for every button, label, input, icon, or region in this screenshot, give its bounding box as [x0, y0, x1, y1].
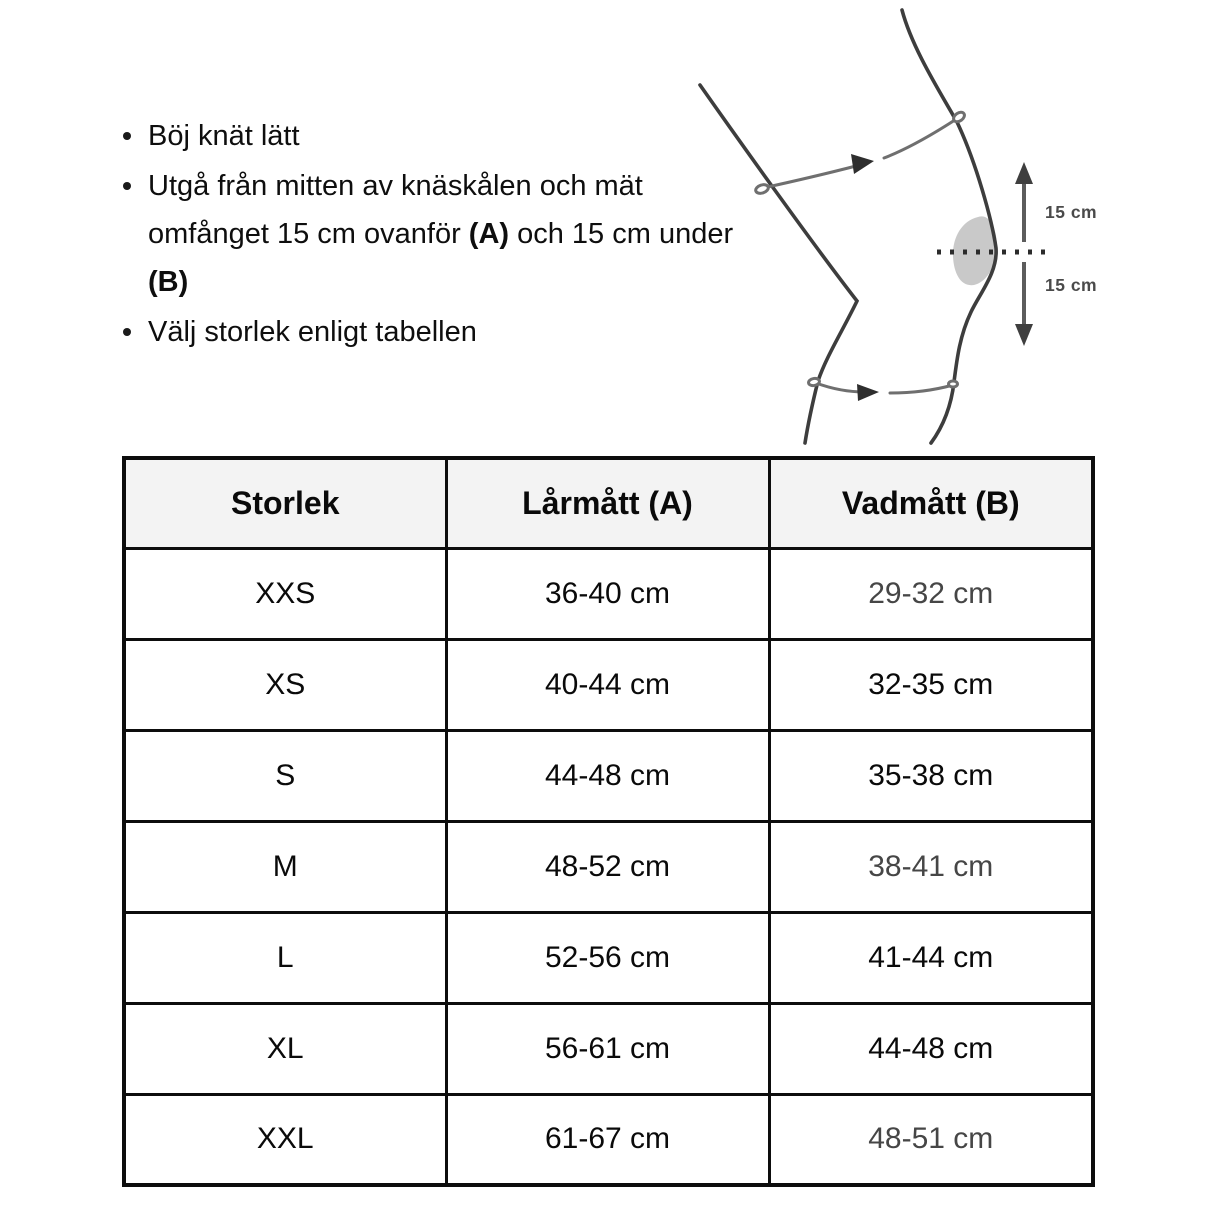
table-row-xs	[124, 639, 1093, 730]
instruction-text: Böj knät lätt	[148, 120, 300, 152]
knee-illustration	[660, 0, 1214, 460]
header-larmatt: Lårmått (A)	[446, 458, 769, 548]
table-row-xl	[124, 1003, 1093, 1094]
size-cell: XS	[124, 639, 446, 730]
calf-cell: 38-41 cm	[769, 821, 1093, 912]
size-cell: S	[124, 730, 446, 821]
thigh-measure-line	[755, 110, 967, 195]
thigh-cell: 36-40 cm	[446, 548, 769, 639]
arrow-down-icon	[1015, 324, 1033, 346]
table-row-xxs	[124, 548, 1093, 639]
label-15cm-above: 15 cm	[1045, 202, 1098, 222]
thigh-cell: 56-61 cm	[446, 1003, 769, 1094]
size-cell: XXL	[124, 1094, 446, 1185]
calf-cell: 48-51 cm	[769, 1094, 1093, 1185]
calf-cell: 35-38 cm	[769, 730, 1093, 821]
size-cell: M	[124, 821, 446, 912]
thigh-cell: 40-44 cm	[446, 639, 769, 730]
instruction-bend-knee	[120, 112, 738, 160]
table-row-m	[124, 821, 1093, 912]
size-cell: L	[124, 912, 446, 1003]
size-cell: XL	[124, 1003, 446, 1094]
thigh-cell: 48-52 cm	[446, 821, 769, 912]
size-table	[122, 456, 1095, 1187]
calf-measure-arrowhead-icon	[857, 384, 879, 401]
calf-cell: 44-48 cm	[769, 1003, 1093, 1094]
instruction-measure	[120, 162, 738, 306]
instruction-marker-a: (A)	[468, 218, 510, 250]
bullet-dot-icon	[123, 132, 131, 140]
bullet-dot-icon	[123, 328, 131, 336]
thigh-measure-arrowhead-icon	[851, 154, 874, 174]
calf-measure-line	[808, 378, 958, 393]
instruction-text-mid: och 15 cm under	[509, 218, 734, 250]
calf-cell: 41-44 cm	[769, 912, 1093, 1003]
calf-cell: 29-32 cm	[769, 548, 1093, 639]
header-vadmatt: Vadmått (B)	[769, 458, 1093, 548]
knee-diagram	[660, 0, 1214, 460]
thigh-cell: 52-56 cm	[446, 912, 769, 1003]
table-row-s	[124, 730, 1093, 821]
size-table-header-row	[124, 458, 1093, 548]
bullet-dot-icon	[123, 182, 131, 190]
table-row-l	[124, 912, 1093, 1003]
instructions-list	[120, 112, 738, 358]
instruction-text: Välj storlek enligt tabellen	[148, 316, 477, 348]
table-row-xxl	[124, 1094, 1093, 1185]
size-cell: XXS	[124, 548, 446, 639]
instruction-choose-size	[120, 308, 738, 356]
label-15cm-below: 15 cm	[1045, 275, 1098, 295]
thigh-cell: 61-67 cm	[446, 1094, 769, 1185]
leg-outline	[700, 10, 996, 443]
calf-cell: 32-35 cm	[769, 639, 1093, 730]
arrow-up-icon	[1015, 162, 1033, 184]
instruction-text-pre: Utgå från mitten av knäskålen och mät omfånget 15 cm ovanför	[148, 170, 643, 250]
instruction-marker-b: (B)	[148, 266, 189, 298]
thigh-cell: 44-48 cm	[446, 730, 769, 821]
header-storlek: Storlek	[124, 458, 446, 548]
